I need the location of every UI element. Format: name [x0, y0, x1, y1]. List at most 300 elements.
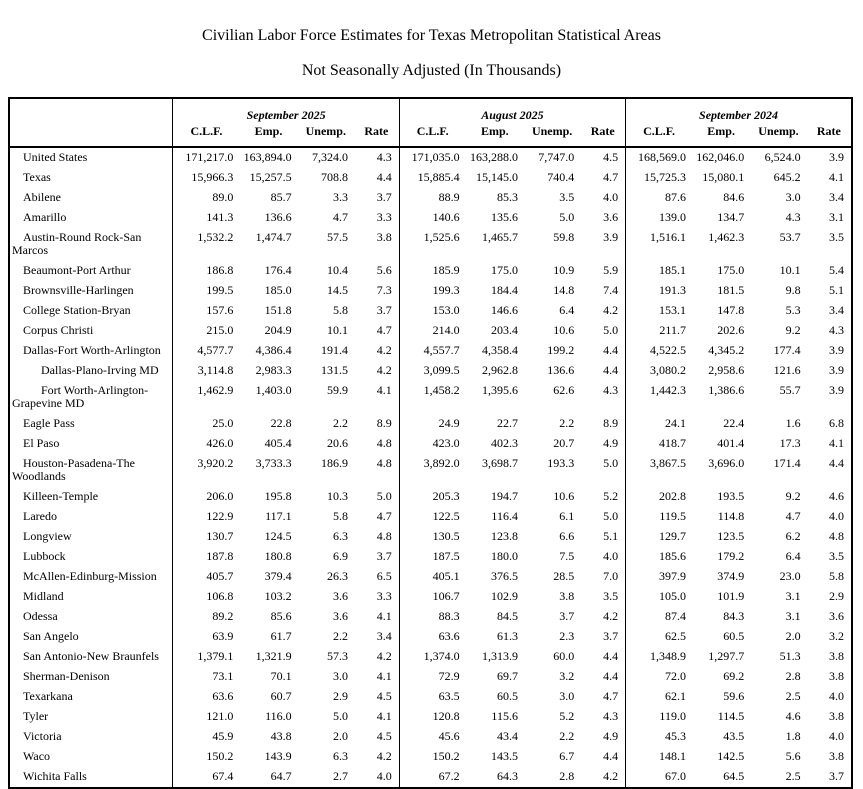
- value-cell: 105.0: [626, 587, 692, 607]
- value-cell: 3,920.2: [197, 456, 234, 470]
- value-cell: 59.6: [723, 689, 745, 703]
- area-cell: Wichita Falls: [9, 767, 173, 788]
- value-cell: 4.6: [829, 489, 844, 503]
- value-cell: 193.5: [717, 489, 745, 503]
- value-cell: 121.0: [206, 709, 234, 723]
- value-cell: 7,324.0: [311, 150, 348, 164]
- value-cell: 3.8: [829, 709, 844, 723]
- value-cell: 191.4: [320, 343, 348, 357]
- value-cell: 179.2: [717, 549, 745, 563]
- value-cell: 72.0: [626, 667, 692, 687]
- value-cell: 123.8: [490, 529, 518, 543]
- value-cell: 102.9: [490, 589, 518, 603]
- value-cell: 4.0: [603, 549, 619, 563]
- value-cell: 3.9: [829, 343, 844, 357]
- value-cell: 3.5: [559, 190, 575, 204]
- value-cell: 214.0: [399, 321, 465, 341]
- value-cell: 4.0: [829, 729, 844, 743]
- value-cell: 4.9: [603, 729, 619, 743]
- value-cell: 55.7: [779, 383, 801, 397]
- table-row: [9, 321, 852, 341]
- value-cell: 141.3: [206, 210, 234, 224]
- value-cell: 3.3: [376, 210, 392, 224]
- value-cell: 186.8: [206, 263, 234, 277]
- value-cell: 191.3: [626, 281, 692, 301]
- value-cell: 4,358.4: [481, 343, 518, 357]
- value-cell: 3,733.3: [255, 456, 292, 470]
- value-cell: 3,867.5: [626, 454, 692, 487]
- value-cell: 7.0: [603, 569, 619, 583]
- value-cell: 151.8: [264, 303, 292, 317]
- area-column-header: [9, 98, 173, 147]
- value-cell: 1,374.0: [399, 647, 465, 667]
- value-cell: 9.8: [785, 283, 801, 297]
- value-cell: 211.7: [626, 321, 692, 341]
- value-cell: 20.7: [553, 436, 575, 450]
- header-emp: Emp.: [254, 124, 283, 138]
- value-cell: 10.1: [779, 263, 801, 277]
- value-cell: 1,442.3: [626, 381, 692, 414]
- header-emp: Emp.: [707, 124, 735, 138]
- value-cell: 2.3: [559, 629, 575, 643]
- value-cell: 4,557.7: [399, 341, 465, 361]
- area-cell: Waco: [9, 747, 173, 767]
- value-cell: 5.8: [332, 303, 348, 317]
- value-cell: 4.7: [603, 170, 619, 184]
- col-group-august-2025: August 2025: [399, 98, 625, 123]
- value-cell: 3.0: [332, 669, 348, 683]
- value-cell: 163,288.0: [469, 150, 518, 164]
- value-cell: 130.5: [399, 527, 465, 547]
- value-cell: 119.5: [626, 507, 692, 527]
- value-cell: 193.3: [547, 456, 575, 470]
- value-cell: 119.0: [626, 707, 692, 727]
- value-cell: 2.2: [332, 416, 348, 430]
- value-cell: 199.2: [547, 343, 575, 357]
- value-cell: 6.1: [559, 509, 575, 523]
- value-cell: 6.6: [559, 529, 575, 543]
- value-cell: 4.5: [376, 689, 392, 703]
- value-cell: 123.5: [717, 529, 745, 543]
- value-cell: 418.7: [626, 434, 692, 454]
- value-cell: 4.9: [603, 436, 619, 450]
- value-cell: 3.8: [829, 669, 844, 683]
- header-rate: Rate: [590, 124, 615, 138]
- value-cell: 3,114.8: [197, 363, 234, 377]
- value-cell: 2.9: [829, 589, 844, 603]
- table-row: [9, 527, 852, 547]
- area-cell: Lubbock: [9, 547, 173, 567]
- table-row: [9, 727, 852, 747]
- value-cell: 64.3: [496, 769, 518, 783]
- value-cell: 67.0: [626, 767, 692, 788]
- value-cell: 150.2: [206, 749, 234, 763]
- table-row: [9, 747, 852, 767]
- table-body: [9, 147, 852, 788]
- area-cell: Dallas-Fort Worth-Arlington: [9, 341, 173, 361]
- area-cell: Sherman-Denison: [9, 667, 173, 687]
- value-cell: 143.9: [264, 749, 292, 763]
- value-cell: 1,403.0: [255, 383, 292, 397]
- value-cell: 4.4: [376, 170, 392, 184]
- value-cell: 4.2: [376, 649, 392, 663]
- value-cell: 4.4: [603, 669, 619, 683]
- table-row: [9, 487, 852, 507]
- value-cell: 87.6: [626, 188, 692, 208]
- value-cell: 3.9: [829, 383, 844, 397]
- value-cell: 5.6: [785, 749, 801, 763]
- value-cell: 204.9: [264, 323, 292, 337]
- area-cell: Midland: [9, 587, 173, 607]
- value-cell: 175.0: [490, 263, 518, 277]
- value-cell: 103.2: [264, 589, 292, 603]
- value-cell: 3.5: [829, 549, 844, 563]
- value-cell: 185.9: [399, 261, 465, 281]
- value-cell: 4.7: [785, 509, 801, 523]
- area-cell: Odessa: [9, 607, 173, 627]
- value-cell: 87.4: [626, 607, 692, 627]
- value-cell: 1,348.9: [626, 647, 692, 667]
- value-cell: 85.3: [496, 190, 518, 204]
- value-cell: 146.6: [490, 303, 518, 317]
- value-cell: 4.3: [603, 383, 619, 397]
- value-cell: 6.3: [332, 749, 348, 763]
- value-cell: 3.8: [829, 749, 844, 763]
- value-cell: 3.6: [332, 589, 348, 603]
- value-cell: 2.2: [559, 729, 575, 743]
- value-cell: 4.1: [376, 383, 392, 397]
- value-cell: 157.6: [206, 303, 234, 317]
- value-cell: 3.4: [829, 303, 844, 317]
- value-cell: 124.5: [264, 529, 292, 543]
- table-row: [9, 547, 852, 567]
- value-cell: 5.0: [376, 489, 392, 503]
- value-cell: 3,080.2: [626, 361, 692, 381]
- value-cell: 4.4: [603, 749, 619, 763]
- value-cell: 187.8: [206, 549, 234, 563]
- value-cell: 3.5: [603, 589, 619, 603]
- value-cell: 175.0: [717, 263, 745, 277]
- value-cell: 405.7: [206, 569, 234, 583]
- header-rate: Rate: [816, 124, 841, 138]
- value-cell: 6.2: [785, 529, 801, 543]
- value-cell: 62.5: [626, 627, 692, 647]
- value-cell: 17.3: [779, 436, 801, 450]
- value-cell: 45.3: [626, 727, 692, 747]
- value-cell: 15,257.5: [249, 170, 292, 184]
- area-cell: Texarkana: [9, 687, 173, 707]
- value-cell: 15,966.3: [191, 170, 234, 184]
- value-cell: 15,885.4: [399, 168, 465, 188]
- value-cell: 3.0: [559, 689, 575, 703]
- value-cell: 106.8: [206, 589, 234, 603]
- value-cell: 2,983.3: [255, 363, 292, 377]
- value-cell: 4,386.4: [255, 343, 292, 357]
- value-cell: 199.5: [206, 283, 234, 297]
- area-cell: Amarillo: [9, 208, 173, 228]
- value-cell: 116.4: [491, 509, 518, 523]
- value-cell: 1,395.6: [481, 383, 518, 397]
- area-cell: Abilene: [9, 188, 173, 208]
- area-cell: College Station-Bryan: [9, 301, 173, 321]
- value-cell: 401.4: [717, 436, 745, 450]
- value-cell: 1,474.7: [255, 230, 292, 244]
- value-cell: 4.3: [785, 210, 801, 224]
- value-cell: 4.8: [376, 529, 392, 543]
- value-cell: 101.9: [717, 589, 745, 603]
- value-cell: 4.5: [376, 729, 392, 743]
- table-row: [9, 627, 852, 647]
- value-cell: 59.9: [326, 383, 348, 397]
- value-cell: 7.4: [603, 283, 619, 297]
- value-cell: 85.6: [270, 609, 292, 623]
- table-row: [9, 707, 852, 727]
- value-cell: 2.7: [332, 769, 348, 783]
- value-cell: 3.7: [376, 190, 392, 204]
- value-cell: 423.0: [399, 434, 465, 454]
- value-cell: 84.6: [723, 190, 745, 204]
- value-cell: 3.2: [829, 629, 844, 643]
- value-cell: 4.2: [603, 303, 619, 317]
- value-cell: 4.4: [603, 649, 619, 663]
- table-row: [9, 454, 852, 487]
- value-cell: 1,462.3: [708, 230, 745, 244]
- header-unemp: Unemp.: [531, 124, 573, 138]
- value-cell: 4.1: [376, 669, 392, 683]
- value-cell: 3.1: [785, 609, 801, 623]
- value-cell: 2,958.6: [708, 363, 745, 377]
- value-cell: 3.3: [332, 190, 348, 204]
- table-row: [9, 341, 852, 361]
- value-cell: 376.5: [490, 569, 518, 583]
- value-cell: 2.8: [785, 669, 801, 683]
- area-cell: Texas: [9, 168, 173, 188]
- table-row: [9, 567, 852, 587]
- value-cell: 45.9: [212, 729, 234, 743]
- value-cell: 177.4: [773, 343, 801, 357]
- value-cell: 4.7: [376, 323, 392, 337]
- value-cell: 2.2: [332, 629, 348, 643]
- value-cell: 1,516.1: [626, 228, 692, 261]
- table-row: [9, 147, 852, 168]
- value-cell: 405.1: [399, 567, 465, 587]
- value-cell: 6.3: [332, 529, 348, 543]
- report-title-line1: Civilian Labor Force Estimates for Texas Metropolitan Statistical Areas: [202, 27, 661, 44]
- value-cell: 4.4: [829, 456, 844, 470]
- value-cell: 7.5: [559, 549, 575, 563]
- table-row: [9, 261, 852, 281]
- value-cell: 708.8: [320, 170, 348, 184]
- value-cell: 14.5: [326, 283, 348, 297]
- value-cell: 171,035.0: [399, 147, 465, 168]
- value-cell: 88.9: [399, 188, 465, 208]
- area-cell: San Angelo: [9, 627, 173, 647]
- value-cell: 26.3: [326, 569, 348, 583]
- value-cell: 25.0: [212, 416, 234, 430]
- value-cell: 4.0: [829, 509, 844, 523]
- value-cell: 62.1: [626, 687, 692, 707]
- value-cell: 5.9: [603, 263, 619, 277]
- value-cell: 5.0: [603, 456, 619, 470]
- value-cell: 122.5: [399, 507, 465, 527]
- value-cell: 186.9: [320, 456, 348, 470]
- header-unemp: Unemp.: [758, 124, 799, 138]
- value-cell: 139.0: [626, 208, 692, 228]
- value-cell: 72.9: [399, 667, 465, 687]
- value-cell: 1,525.6: [399, 228, 465, 261]
- table-row: [9, 507, 852, 527]
- value-cell: 8.9: [603, 416, 619, 430]
- value-cell: 4.0: [376, 769, 392, 783]
- table-row: [9, 767, 852, 788]
- value-cell: 185.6: [626, 547, 692, 567]
- area-cell: Killeen-Temple: [9, 487, 173, 507]
- value-cell: 171.4: [773, 456, 801, 470]
- table-row: [9, 301, 852, 321]
- area-cell: Brownsville-Harlingen: [9, 281, 173, 301]
- value-cell: 194.7: [490, 489, 518, 503]
- value-cell: 57.3: [326, 649, 348, 663]
- table-row: [9, 381, 852, 414]
- value-cell: 5.1: [603, 529, 619, 543]
- value-cell: 60.5: [496, 689, 518, 703]
- value-cell: 10.6: [553, 489, 575, 503]
- value-cell: 4.1: [829, 170, 844, 184]
- table-row: [9, 208, 852, 228]
- value-cell: 3.0: [785, 190, 801, 204]
- value-cell: 2.9: [332, 689, 348, 703]
- value-cell: 6,524.0: [764, 150, 801, 164]
- value-cell: 4.0: [829, 689, 844, 703]
- value-cell: 4,345.2: [708, 343, 745, 357]
- value-cell: 120.8: [399, 707, 465, 727]
- value-cell: 4.4: [603, 363, 619, 377]
- value-cell: 24.9: [399, 414, 465, 434]
- table-row: [9, 687, 852, 707]
- value-cell: 88.3: [399, 607, 465, 627]
- value-cell: 84.3: [723, 609, 745, 623]
- area-cell: Laredo: [9, 507, 173, 527]
- value-cell: 24.1: [626, 414, 692, 434]
- value-cell: 2.5: [785, 769, 801, 783]
- value-cell: 4.7: [603, 689, 619, 703]
- value-cell: 3.5: [829, 230, 844, 244]
- value-cell: 4.2: [603, 769, 619, 783]
- value-cell: 43.5: [723, 729, 745, 743]
- value-cell: 1.8: [785, 729, 801, 743]
- value-cell: 153.1: [626, 301, 692, 321]
- value-cell: 199.3: [399, 281, 465, 301]
- value-cell: 5.4: [829, 263, 844, 277]
- value-cell: 5.0: [559, 210, 575, 224]
- table-row: [9, 434, 852, 454]
- col-group-september-2025: September 2025: [246, 108, 326, 122]
- value-cell: 2.8: [559, 769, 575, 783]
- value-cell: 53.7: [779, 230, 801, 244]
- table-row: [9, 647, 852, 667]
- value-cell: 67.2: [399, 767, 465, 788]
- value-cell: 4.8: [829, 529, 844, 543]
- value-cell: 67.4: [212, 769, 234, 783]
- value-cell: 10.9: [553, 263, 575, 277]
- header-unemp: Unemp.: [305, 124, 346, 138]
- value-cell: 4.1: [829, 436, 844, 450]
- header-clf: C.L.F.: [190, 124, 223, 138]
- value-cell: 15,725.3: [626, 168, 692, 188]
- value-cell: 51.3: [779, 649, 801, 663]
- value-cell: 163,894.0: [243, 150, 292, 164]
- area-cell: Houston-Pasadena-The Woodlands: [9, 454, 173, 487]
- value-cell: 5.1: [829, 283, 844, 297]
- value-cell: 114.5: [717, 709, 745, 723]
- table-row: [9, 281, 852, 301]
- value-cell: 142.5: [717, 749, 745, 763]
- area-cell: Eagle Pass: [9, 414, 173, 434]
- value-cell: 426.0: [206, 436, 234, 450]
- value-cell: 45.6: [399, 727, 465, 747]
- value-cell: 89.0: [212, 190, 234, 204]
- value-cell: 5.2: [559, 709, 575, 723]
- value-cell: 168,569.0: [626, 147, 692, 168]
- value-cell: 4,577.7: [197, 343, 234, 357]
- value-cell: 3.4: [376, 629, 392, 643]
- area-cell: San Antonio-New Braunfels: [9, 647, 173, 667]
- value-cell: 130.7: [206, 529, 234, 543]
- table-row: [9, 667, 852, 687]
- value-cell: 69.2: [723, 669, 745, 683]
- value-cell: 4.6: [785, 709, 801, 723]
- value-cell: 73.1: [212, 669, 234, 683]
- area-cell: Austin-Round Rock-San Marcos: [9, 228, 173, 261]
- value-cell: 3.7: [603, 629, 619, 643]
- area-cell: Longview: [9, 527, 173, 547]
- value-cell: 3.7: [829, 769, 844, 783]
- value-cell: 63.5: [399, 687, 465, 707]
- value-cell: 70.1: [270, 669, 292, 683]
- value-cell: 136.6: [547, 363, 575, 377]
- value-cell: 14.8: [553, 283, 575, 297]
- value-cell: 59.8: [553, 230, 575, 244]
- value-cell: 4.0: [603, 190, 619, 204]
- value-cell: 402.3: [490, 436, 518, 450]
- value-cell: 4.5: [603, 150, 619, 164]
- value-cell: 148.1: [626, 747, 692, 767]
- value-cell: 1,297.7: [708, 649, 745, 663]
- value-cell: 379.4: [264, 569, 292, 583]
- table-row: [9, 607, 852, 627]
- value-cell: 215.0: [206, 323, 234, 337]
- value-cell: 3.9: [603, 230, 619, 244]
- value-cell: 3.4: [829, 190, 844, 204]
- value-cell: 5.2: [603, 489, 619, 503]
- value-cell: 134.7: [717, 210, 745, 224]
- value-cell: 60.7: [270, 689, 292, 703]
- value-cell: 140.6: [399, 208, 465, 228]
- area-cell: Tyler: [9, 707, 173, 727]
- value-cell: 3.6: [829, 609, 844, 623]
- value-cell: 22.8: [270, 416, 292, 430]
- value-cell: 202.8: [626, 487, 692, 507]
- value-cell: 203.4: [490, 323, 518, 337]
- value-cell: 28.5: [553, 569, 575, 583]
- value-cell: 116.0: [265, 709, 292, 723]
- value-cell: 1,386.6: [708, 383, 745, 397]
- value-cell: 3.8: [829, 649, 844, 663]
- area-cell: Corpus Christi: [9, 321, 173, 341]
- value-cell: 61.3: [496, 629, 518, 643]
- value-cell: 3,099.5: [399, 361, 465, 381]
- value-cell: 20.6: [326, 436, 348, 450]
